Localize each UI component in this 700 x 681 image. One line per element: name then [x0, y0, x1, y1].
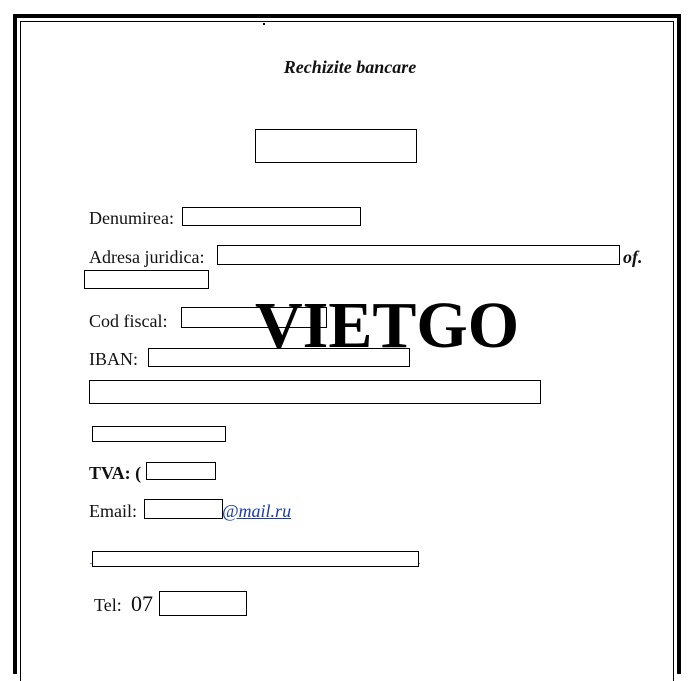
redacted-email-user [144, 499, 223, 519]
redacted-tel-value [159, 591, 247, 616]
tva-label: TVA: ( [89, 463, 142, 483]
redacted-iban-line2 [89, 380, 541, 404]
redacted-denumirea-value [182, 207, 361, 226]
cod-fiscal-label: Cod fiscal: [89, 311, 168, 331]
adresa-label: Adresa juridica: [89, 247, 205, 267]
adresa-tail: of. [623, 247, 643, 267]
stray-dot [263, 23, 265, 25]
email-label: Email: [89, 501, 137, 521]
redacted-box-header [255, 129, 417, 163]
redacted-link-line [92, 551, 419, 567]
redacted-tva-value [146, 462, 216, 480]
tel-label: Tel: [94, 595, 122, 615]
tel-prefix: 07 [131, 591, 153, 616]
document-title: Rechizite bancare [283, 57, 417, 77]
iban-label: IBAN: [89, 349, 138, 369]
email-domain-link[interactable]: @mail.ru [222, 501, 292, 521]
redacted-line3 [92, 426, 226, 442]
redacted-adresa-line2 [84, 270, 209, 289]
vietgo-watermark: VIETGO [255, 289, 520, 362]
denumirea-label: Denumirea: [89, 208, 174, 228]
redacted-adresa-value [217, 245, 620, 265]
